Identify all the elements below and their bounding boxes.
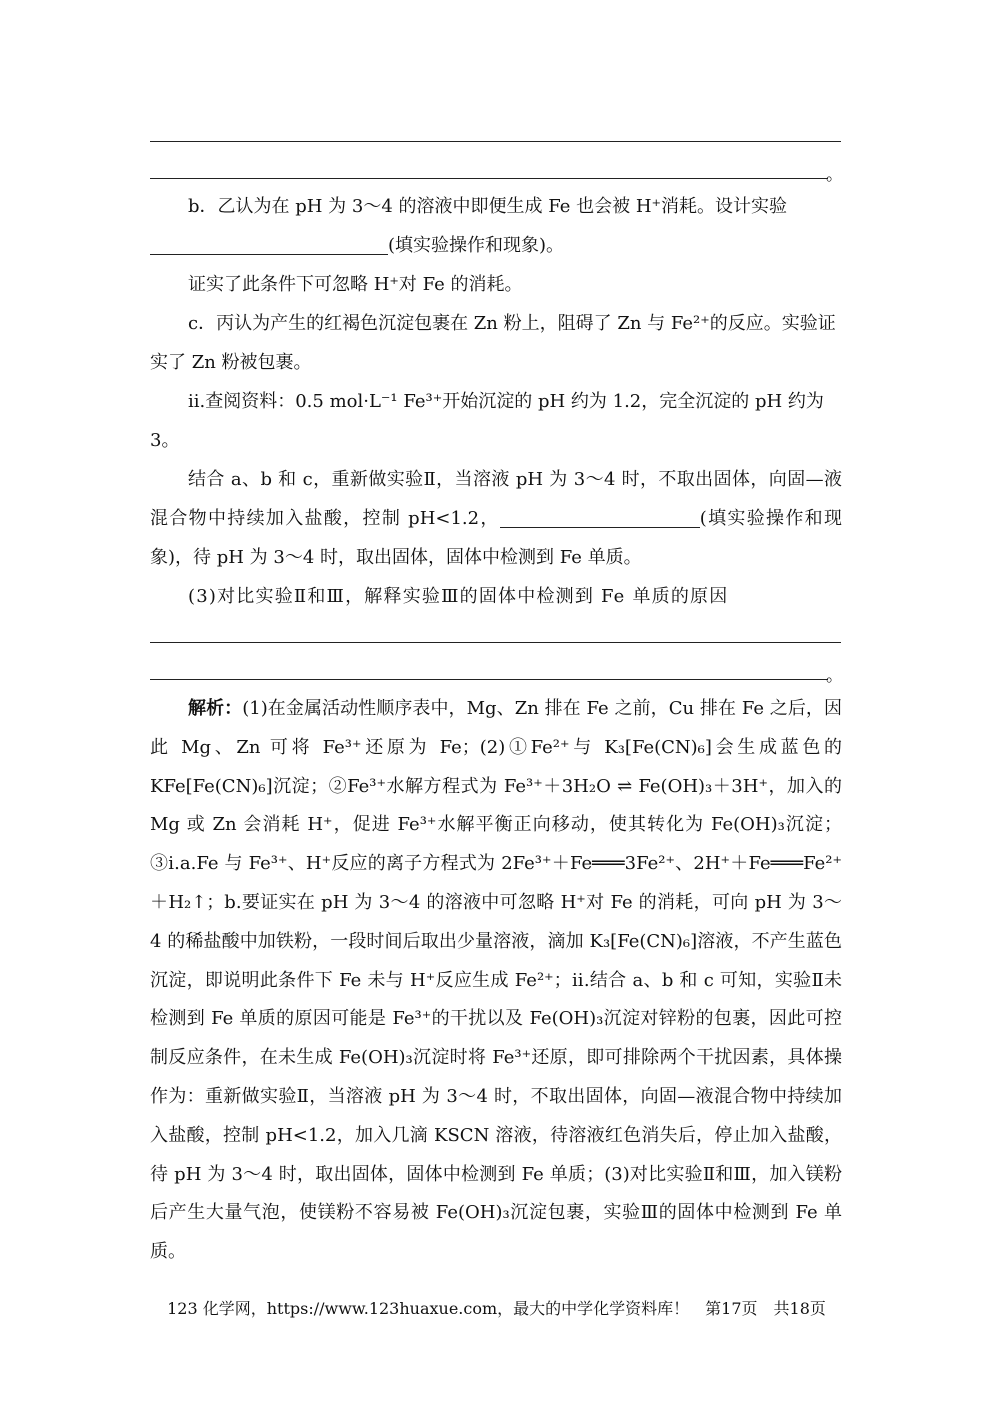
combine-part-1: 结合 a、b 和 c，重新做实验Ⅱ，当溶液 pH 为 3～4 时，不取出固体，向固—液混合物中持续加入盐酸，控制 pH<1.2， (150, 469, 842, 529)
period-mark-2: 。 (826, 666, 843, 686)
answer-line-4 (150, 679, 828, 680)
question-b-line1: b．乙认为在 pH 为 3～4 的溶液中即便生成 Fe 也会被 H⁺消耗。设计实验 (188, 196, 788, 217)
question-combine (150, 460, 842, 577)
period-mark: 。 (826, 165, 843, 185)
question-b-line3: 证实了此条件下可忽略 H⁺对 Fe 的消耗。 (188, 274, 523, 295)
analysis-text: (1)在金属活动性顺序表中，Mg、Zn 排在 Fe 之前，Cu 排在 Fe 之后，因此 Mg、Zn 可将 Fe³⁺还原为 Fe；(2)①Fe²⁺与 K₃[Fe(CN)₆]会生成蓝色的 KFe[Fe(CN)₆]沉淀；②Fe³⁺水解方程式为 Fe³⁺＋3H₂O ⇌ Fe(OH)₃＋3H⁺，加入的 Mg 或 Zn 会消耗 H⁺，促进 Fe³⁺水解平衡正向移动，使其转化为 Fe(OH)₃沉淀；③ⅰ.a.Fe 与 Fe³⁺、H⁺反应的离子方程式为 2Fe³⁺＋Fe═══3Fe²⁺、2H⁺＋Fe═══Fe²⁺＋H₂↑；b.要证实在 pH 为 3～4 的溶液中可忽略 H⁺对 Fe 的消耗，可向 pH 为 3～4 的稀盐酸中加铁粉，一段时间后取出少量溶液，滴加 K₃[Fe(CN)₆]溶液，不产生蓝色沉淀，即说明此条件下 Fe 未与 H⁺反应生成 Fe²⁺；ⅱ.结合 a、b 和 c 可知，实验Ⅱ未检测到 Fe 单质的原因可能是 Fe³⁺的干扰以及 Fe(OH)₃沉淀对锌粉的包裹，因此可控制反应条件，在未生成 Fe(OH)₃沉淀时将 Fe³⁺还原，即可排除两个干扰因素，具体操作为：重新做实验Ⅱ，当溶液 pH 为 3～4 时，不取出固体，向固—液混合物中持续加入盐酸，控制 pH<1.2，加入几滴 KSCN 溶液，待溶液红色消失后，停止加入盐酸，待 pH 为 3～4 时，取出固体，固体中检测到 Fe 单质；(3)对比实验Ⅱ和Ⅲ，加入镁粉后产生大量气泡，使镁粉不容易被 Fe(OH)₃沉淀包裹，实验Ⅲ的固体中检测到 Fe 单质。 (150, 698, 843, 1263)
question-ii: ⅱ.查阅资料：0.5 mol·L⁻¹ Fe³⁺开始沉淀的 pH 约为 1.2，完全沉淀的 pH 约为 3。 (150, 391, 824, 451)
question-c: c．丙认为产生的红褐色沉淀包裹在 Zn 粉上，阻碍了 Zn 与 Fe²⁺的反应。实验证实了 Zn 粉被包裹。 (150, 313, 836, 373)
question-b-line2 (150, 226, 842, 265)
question-b-fill-hint: (填实验操作和现象)。 (388, 235, 565, 256)
analysis-label: 解析： (188, 698, 243, 719)
blank-field-2 (500, 507, 700, 528)
analysis-block (150, 690, 842, 1272)
answer-line-1 (150, 141, 841, 142)
page-footer: 123 化学网，https://www.123huaxue.com，最大的中学化学资料库！ 第17页 共18页 (167, 1299, 826, 1318)
combine-part-2: (填实验操作和现象)，待 pH 为 3～4 时，取出固体，固体中检测到 Fe 单质。 (150, 508, 842, 568)
answer-line-3 (150, 642, 841, 643)
answer-line-2 (150, 178, 828, 179)
blank-field (150, 234, 388, 255)
question-3: (3)对比实验Ⅱ和Ⅲ，解释实验Ⅲ的固体中检测到 Fe 单质的原因 (188, 586, 729, 607)
